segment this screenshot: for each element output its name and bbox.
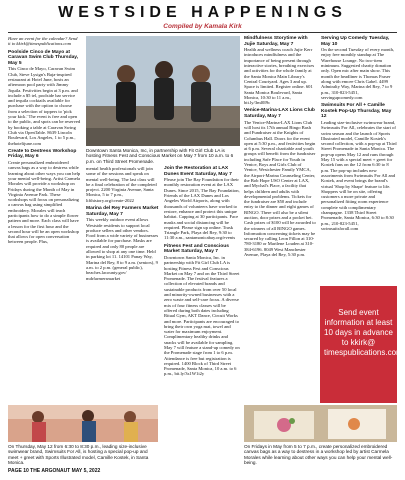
workshop-photo — [244, 405, 397, 442]
photo-caption: Downtown Santa Monica, Inc, in partnership with Fit Girl Club LA is hosting Fitness Fest and Conscious Market on May 7 from 10 a.m. to 6 p.m. on Third Street Promenade. — [86, 148, 234, 164]
submit-event-ad — [320, 286, 403, 403]
fitness-fest-photo — [86, 36, 240, 146]
ad-text: Send event information at least 10 days in advance to kkirk@ timespublications.com — [324, 308, 403, 357]
page-footer: PAGE 10 THE ARGONAUT MAY 5, 2022 — [8, 468, 101, 474]
event-heading: Create to Destress Workshop Friday, May 6 — [8, 148, 77, 160]
event-body: Downtown Santa Monica, Inc. in partnership with Fit Girl Club LA is hosting Fitness Fest and Conscious Market on May 7 and on the Third Street Promenade. The festival features a collection of elevated brands and sustainable products from over 50 local and minority-owned businesses with a zero waste and self-care focus. A diverse mix of four fitness classes will be offered during both dates including Ritual Gym, AKT Dance, Circuit Works and more. Participants are encouraged to bring their own yoga mat, towel and water for maximum enjoyment. Complimentary healthy drinks and snacks will be available for sampling. May 7 will feature a stand-up comedy on the Promenade stage from 1 to 6 p.m. Attendance is free but registration is required. 1400 Block of Third Street Promenade, Santa Monica, 10 a.m. to 6 p.m., bit.ly/3s1W1i2y — [164, 254, 240, 377]
event-heading: Serving Up Comedy Tuesday, May 10 — [321, 36, 390, 47]
column-5 — [321, 36, 397, 231]
event-heading: Fitness Fest and Conscious Market Saturday, May 7 — [164, 243, 229, 255]
event-body: This Cinco de Mayo, Caravan Swim Club, Steve Lysign's Baja-inspired restaurant at Hotel June, hosts an afternoon pool party with Jimmy Jiquila. Festivities begin at 3 p.m. and include a $5 tel, poolside bar service and tequila cocktails available for purchase with the option to choose from a selection of toppers to 'pick your kick.' The event is free and open to the public, and spots can be reserved by booking a table at Caravan Swing Club via OpenTable. 8639 Lincoln Boulevard, Los Angeles, 1 to 5 p.m., thehotelijune.com — [8, 66, 81, 146]
intro-note: Have an event for the calendar? Send it to kkirk@timespublications.com — [8, 36, 78, 47]
column-3 — [164, 166, 240, 377]
column-1 — [8, 36, 81, 245]
event-body: On the second Tuesday of every month, enjoy free monthly standup at The Warehouse Lounge. No two-item minimum. Suggested charity donation only. Open mic after main show. This month the headliner is Thomas Fraser along with emcee Chris Gabel. 4499 Admiralty Way, Marina del Rey, 7 to 9 p.m., 310-823-5451, servingupcomedy.com — [321, 47, 395, 100]
event-body: Please join The Bay Foundation for their monthly restoration event at the LAX Dunes. Since 2015, The Bay Foundation, Friends of the LAX Dunes and Los Angeles World Airports, along with thousands of volunteers have worked to restore, enhance and protect this unique habitat. Capping at 30 participants. Face masks and social distancing will be required. Please sign up online. Trask Triangle Park, Playa del Rey, 9:30 to 11:30 a.m., santamonicabay.org/events — [164, 177, 240, 241]
event-body: Leading size-inclusive swimwear brand, Swimsuits For All, celebrates the start of swim season and the launch of Sports Illustrated model, Camille Kostek's second collection, with a pop-up at Third Street Promenade in Santa Monica. The pop-up opens May 12 and runs through May 15 with a special meet + greet for Kostek fans on the 12 from 6:30 to 8 p.m. The pop-up includes new assortments from Swimsuits For All and Kostek, and event brings the brand's virtual 'Shop by Shape' feature to life. Shoppers will be on site, offering customers a more private and personalized fitting room experience complete with complimentary champagne. 1338 Third Street Promenade, Santa Monica, 6:30 to 8:30 p.m., 210-823-5451, swimsuitsforall.com — [321, 119, 397, 231]
section-title: WESTSIDE HAPPENINGS — [58, 4, 347, 21]
event-heading: Join the Restoration at LAX Dunes Event Saturday, May 7 — [164, 166, 232, 177]
photo-caption: On Thursday, May 12 from 6:30 to 8:30 p.m., leading size-inclusive swimwear brand, Swimsuits For All, is hosting a special pop-up and meet + greet with Sports Illustrated model, Camille Kostek, in Santa Monica. — [8, 444, 149, 466]
event-body: Health and wellness coach Jujie Kerr introduces mindfulness and the importance of being present through interactive stories, breathing exercises and activities for the whole family at the Santa Monica Main Library's Central Courtyard. Ages 3 and up. Space is limited. Register online. 601 Santa Monica Boulevard, Santa Monica, 10:30 to 11 a.m., bit.ly/3ml0I9c — [244, 47, 315, 106]
event-heading: Poolside Cinco de Mayo at Caravan Swim Club Thursday, May 5 — [8, 49, 79, 66]
event-heading: Mindfulness Storytime with Jujie Saturday, May 7 — [244, 36, 308, 47]
byline: Compiled by Kamala Kirk — [163, 23, 242, 30]
event-heading: Marina del Rey Farmers Market Saturday, May 7 — [86, 206, 159, 217]
event-heading: Venice-Marina-LAX Lions Club Saturday, May 7 — [244, 108, 315, 120]
header-rule — [8, 32, 397, 33]
column-2 — [86, 166, 159, 281]
column-4 — [244, 36, 316, 257]
event-body: mental health professionals will join some of the sessions and speak on mental well-being. The last class will be a final celebration of the completed project. 2200 Virginia Avenue, Santa Monica, 5 to 7 p.m., lifthistory.org/create-2022 — [86, 166, 157, 203]
photo-caption: On Fridays in May from 5 to 7 p.m., create personalized embroidered canvas bags as a way to destress in a workshop led by artist Carmela Morales while learning about other ways you can help your mental well-being. — [244, 444, 393, 466]
event-body: Create personalized embroidered canvas bags as a way to destress while learning about other ways you can help your mental well-being. Artist Carmela Morales will provide a workshop on Fridays during the Month of May in Virginia Avenue Park. These workshops will focus on personalizing a canvas bag using simplified embroidery. Morales will teach participants how to do a simple flower pattern and more. Each class will have a lesson for the first hour and the second hour will be an open workshop that allows for open conversation between people. Plus, — [8, 160, 81, 245]
event-body: This weekly outdoor event allows Westside residents to support local produce sellers and other vendors. Food from a wide variety of businesses is available for purchase. Masks are required and only 80 people are allowed to shop at any one time. Held in parking lot 11. 14101 Panay Way, Marina del Rey, 8 to 9 a.m. (seniors), 9 a.m. to 2 p.m. (general public), beaches.lacounty.gov/ mdrfarmersmarket — [86, 217, 159, 281]
event-heading: Swimsuits For All + Camille Kostek Pop-Up Thursday, May 12 — [321, 103, 392, 120]
swimwear-photo — [8, 405, 158, 442]
event-body: The Venice-Marina-LAX Lions Club will host its 17th annual Bingo Bash and Fundraiser at the Knights of Columbus Hall. Doors for the event open at 5:30 p.m., and festivities begin at 6 p.m. Several charitable and youth groups will benefit from the fundraiser including Safe Place for Youth in Venice, Boys and Girls Club of Venice, Westchester Family YMCA, the Airport-Marina Counseling Center, the Bob Hope USO Center at LAX, and Mychal's Place, a facility that helps children and adults with developmental problems. Tickets for the fundraiser are $50 and include entry to the dinner and eight games of BINGO. There will also be a silent auction, door prizes and a pocket bet. Cash prizes of $100 will be awarded to the winners of all BINGO games. Information concerning tickets may be secured by calling Leon Fillon at 310-780-3180 or Marilene Louden at 310-384-6196. 8049 West Manchester Avenue, Playa del Rey, 5:30 p.m. — [244, 119, 316, 258]
